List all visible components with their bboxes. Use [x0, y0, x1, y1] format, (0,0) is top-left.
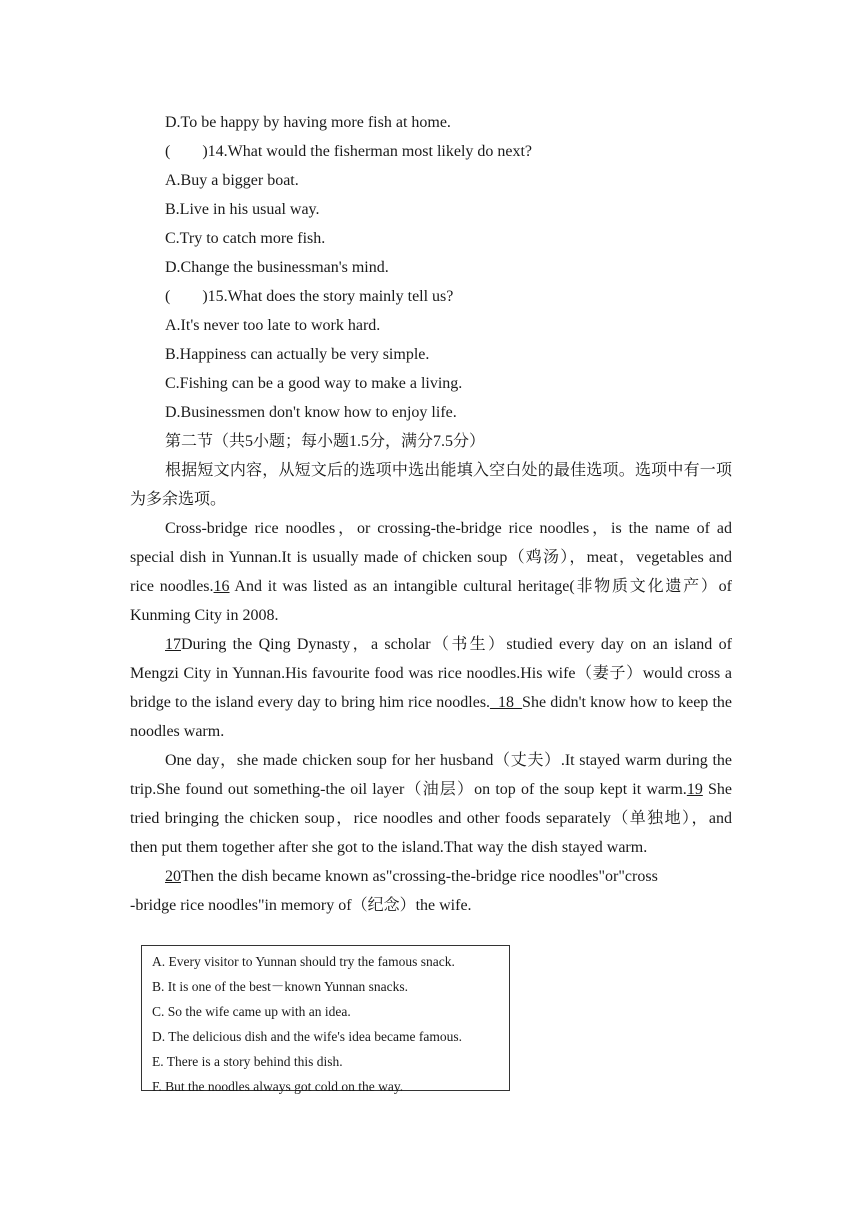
passage-text: She tried bringing the chicken soup，rice noodles and other foods separately（单独地），and then put them together after she got to the island.That way the dish stayed warm. [130, 781, 732, 856]
blank-19: 19 [686, 781, 703, 798]
blank-18: _18_ [490, 694, 523, 711]
passage-text: She didn't know how to keep the noodles warm. [130, 694, 733, 740]
passage-text: One day，she made chicken soup for her husband（丈夫）.It stayed warm during the trip.She found out something-the oil layer（油层）on top of the soup kept it warm. [130, 752, 732, 798]
document-body [130, 108, 732, 920]
q15-option-c: C.Fishing can be a good way to make a living. [165, 375, 463, 392]
passage-text: During the Qing Dynasty，a scholar（书生）studied every day on an island of Mengzi City in Yunnan.His favourite food was rice noodles.His wife（妻子）would cross a bridge to the island every day to bring him rice noodles. [130, 636, 732, 711]
q14-option-a: A.Buy a bigger boat. [165, 172, 299, 189]
q14-question: ( )14.What would the fisherman most likely do next? [165, 143, 533, 160]
option-a: A. Every visitor to Yunnan should try the famous snack. [152, 954, 455, 969]
option-e: E. There is a story behind this dish. [152, 1054, 343, 1069]
passage-paragraph-4-line-1 [130, 862, 732, 891]
blank-20: 20 [165, 868, 181, 885]
q15-option-a: A.It's never too late to work hard. [165, 317, 381, 334]
passage-text: And it was listed as an intangible cultural heritage(非物质文化遗产）of Kunming City in 2008. [130, 578, 733, 624]
passage-paragraph-1 [130, 514, 732, 630]
options-box [141, 945, 510, 1094]
q14-option-c: C.Try to catch more fish. [165, 230, 326, 247]
passage-text: Then the dish became known as"crossing-the-bridge rice noodles"or"cross [181, 868, 658, 885]
q15-option-d: D.Businessmen don't know how to enjoy life. [165, 404, 457, 421]
blank-16: 16 [213, 578, 230, 595]
passage-paragraph-2 [130, 630, 732, 746]
option-f: F. But the noodles always got cold on the way. [152, 1079, 404, 1094]
q15-question: ( )15.What does the story mainly tell us? [165, 288, 454, 305]
section-title: 第二节（共5小题；每小题1.5分，满分7.5分） [165, 433, 486, 450]
section-instruction: 根据短文内容，从短文后的选项中选出能填入空白处的最佳选项。选项中有一项为多余选项。 [130, 462, 732, 508]
option-c: C. So the wife came up with an idea. [152, 1004, 351, 1019]
blank-17: 17 [165, 636, 181, 653]
q14-option-b: B.Live in his usual way. [165, 201, 320, 218]
option-d: D. The delicious dish and the wife's idea became famous. [152, 1029, 462, 1044]
passage-paragraph-3 [130, 746, 732, 862]
q15-option-b: B.Happiness can actually be very simple. [165, 346, 430, 363]
option-b: B. It is one of the best－known Yunnan snacks. [152, 979, 408, 994]
q13-option-d: D.To be happy by having more fish at home. [165, 114, 451, 131]
q14-option-d: D.Change the businessman's mind. [165, 259, 389, 276]
passage-paragraph-4-line-2: -bridge rice noodles"in memory of（纪念）the wife. [130, 897, 472, 914]
passage-text: Cross-bridge rice noodles，or crossing-the-bridge rice noodles，is the name of ad special dish in Yunnan.It is usually made of chicken soup（鸡汤），meat，vegetables and rice noodles. [130, 520, 732, 595]
